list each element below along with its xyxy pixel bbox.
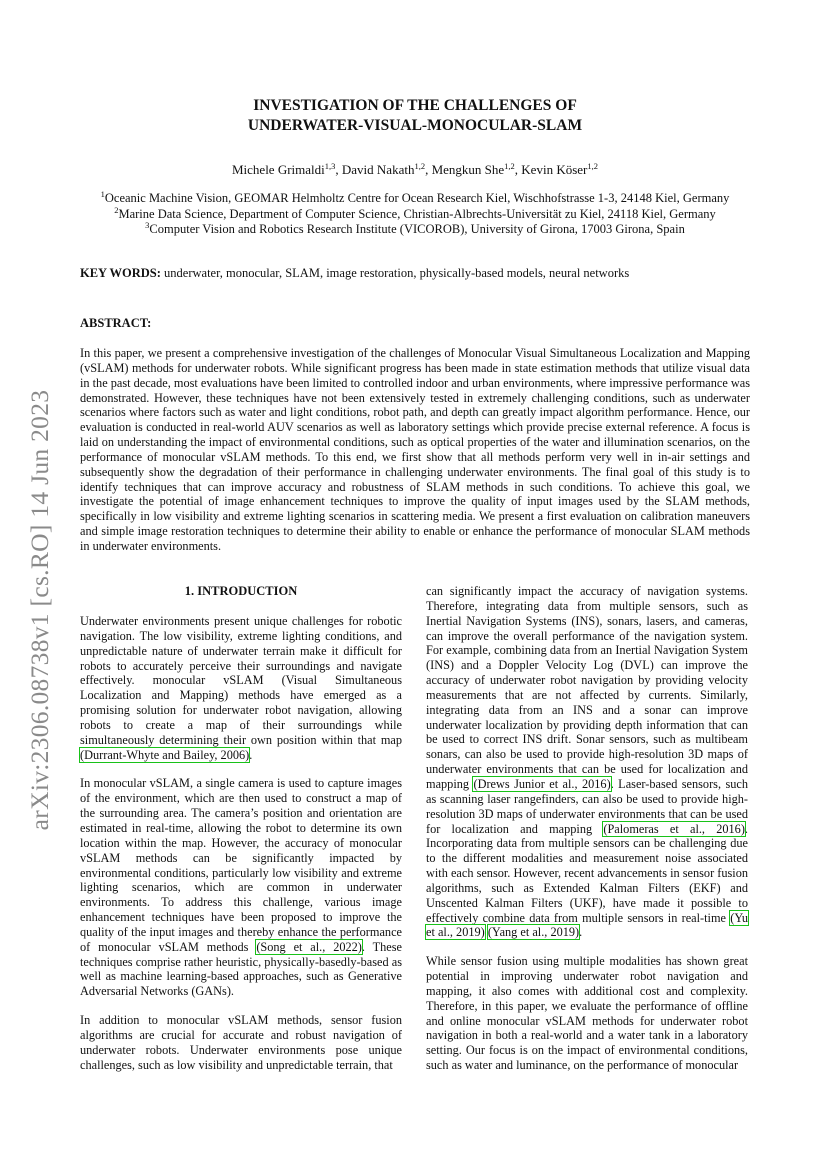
intro-paragraph: Underwater environments present unique challenges for robotic navigation. The low visibility, extreme lighting conditions, and unpredictable nature of underwater terrain make it difficult for robots to accurately perceive their surroundings and navigate effectively. monocular vSLAM (Visual Simultaneous Localization and Mapping) methods have emerged as a promising solution for underwater robot navigation, allowing robots to create a map of their surroundings while simultaneously determining their own position within that map (Durrant-Whyte and Bailey, 2006). — [80, 614, 402, 762]
abstract-text: In this paper, we present a comprehensive investigation of the challenges of Monocular Visual Simultaneous Localization and Mapping (vSLAM) methods for underwater robots. While significant progress has been made in state estimation methods that utilize visual data in the past decade, most evaluations have been limited to controlled indoor and urban environments, where impressive performance was demonstrated. However, these techniques have not been extensively tested in extremely challenging conditions, such as underwater scenarios where factors such as water and light conditions, robot path, and depth can greatly impact algorithm performance. Hence, our evaluation is conducted in real-world AUV scenarios as well as laboratory settings which provide precise external reference. A focus is laid on understanding the impact of environmental conditions, such as optical properties of the water and illumination scenarios, on the performance of monocular vSLAM methods. To this end, we first show that all methods perform very well in in-air settings and subsequently show the degradation of their performance in challenging underwater environments. The final goal of this study is to identify techniques that can improve accuracy and robustness of SLAM methods in such conditions. To achieve this goal, we investigate the potential of image enhancement techniques to improve the quality of input images used by the SLAM methods, specifically in low visibility and extreme lighting scenarios in scattering media. We present a first evaluation on calibration maneuvers and simple image restoration techniques to determine their ability to enable or enhance the performance of monocular SLAM methods in underwater environments. — [80, 346, 750, 553]
right-column — [426, 584, 748, 1073]
affiliation-line — [60, 204, 770, 223]
author-affiliation-mark: 1,2 — [504, 161, 515, 171]
citation-link[interactable]: (Song et al., 2022) — [256, 939, 362, 954]
author-name: Kevin Köser — [521, 162, 588, 177]
affiliation-list — [60, 191, 770, 238]
author-name: David Nakath — [341, 162, 415, 177]
affiliation-number: 3 — [145, 220, 150, 230]
citation-link[interactable]: (Yu et al., 2019) — [426, 910, 748, 940]
author-affiliation-mark: 1,2 — [587, 161, 598, 171]
affiliation-text: Marine Data Science, Department of Computer Science, Christian-Albrechts-Universität zu Kiel, 24118 Kiel, Germany — [118, 206, 716, 221]
keywords-text: underwater, monocular, SLAM, image restoration, physically-based models, neural networks — [160, 266, 630, 280]
intro-paragraph: While sensor fusion using multiple modalities has shown great potential in improving underwater robot navigation and mapping, it also comes with additional cost and complexity. Therefore, in this paper, we evaluate the performance of offline and online monocular vSLAM methods for underwater robot navigation in both a real-world and a water tank in a laboratory setting. Our focus is on the impact of environmental conditions, such as water and luminance, on the performance of monocular — [426, 954, 748, 1073]
title-line-2: UNDERWATER-VISUAL-MONOCULAR-SLAM — [247, 117, 583, 134]
paper-title — [80, 96, 750, 136]
introduction-heading: 1. INTRODUCTION — [184, 584, 298, 598]
citation-link[interactable]: (Durrant-Whyte and Bailey, 2006) — [80, 747, 250, 762]
intro-paragraph: In monocular vSLAM, a single camera is used to capture images of the environment, which are then used to construct a map of the surrounding area. The camera’s position and orientation are estimated in real-time, allowing the robot to determine its own location within the map. However, the accuracy of monocular vSLAM methods can be significantly impacted by environmental conditions, particularly low visibility and extreme lighting scenarios, which are common in underwater environments. To address this challenge, various image enhancement techniques have been proposed to improve the quality of the input images and thereby enhance the performance of monocular vSLAM methods (Song et al., 2022). These techniques comprise rather heuristic, physically-basedly-based as well as machine learning-based approaches, such as Generative Adversarial Networks (GANs). — [80, 776, 402, 999]
title-line-1: INVESTIGATION OF THE CHALLENGES OF — [253, 97, 577, 114]
intro-paragraph-continued: can significantly impact the accuracy of navigation systems. Therefore, integrating data from multiple sensors, such as Inertial Navigation Systems (INS), sonars, lasers, and cameras, can improve the overall performance of the navigation system. For example, combining data from an Inertial Navigation System (INS) and a Doppler Velocity Log (DVL) can improve the accuracy of underwater robot navigation by providing velocity measurements that are not affected by currents. Similarly, integrating data from an INS and a sonar can improve underwater localization by providing depth information that can be used to correct INS drift. Sonar sensors, such as multibeam sonars, can also be used to provide high-resolution 3D maps of underwater environments that can be used for localization and mapping (Drews Junior et al., 2016). Laser-based sensors, such as scanning laser rangefinders, can also be used to provide high-resolution 3D maps of underwater environments that can be used for localization and mapping (Palomeras et al., 2016). Incorporating data from multiple sensors can be challenging due to the different modalities and measurement noise associated with each sensor. However, recent advancements in sensor fusion algorithms, such as Extended Kalman Filters (EKF) and Unscented Kalman Filters (UKF), have made it possible to effectively combine data from multiple sensors in real-time (Yu et al., 2019) (Yang et al., 2019). — [426, 584, 749, 940]
arxiv-identifier-stamp — [25, 370, 54, 850]
author-affiliation-mark: 1,3 — [324, 161, 336, 171]
citation-link[interactable]: (Drews Junior et al., 2016) — [473, 776, 611, 791]
citation-link[interactable]: (Yang et al., 2019) — [487, 925, 580, 940]
affiliation-number: 2 — [114, 204, 119, 215]
affiliation-line — [60, 222, 770, 238]
affiliation-line — [60, 191, 770, 207]
author-affiliation-mark: 1,2 — [414, 161, 426, 171]
affiliation-text: Computer Vision and Robotics Research Institute (VICOROB), University of Girona, 17003 Girona, Spain — [149, 222, 685, 236]
arxiv-identifier-text: arXiv:2306.08738v1 [cs.RO] 14 Jun 2023 — [25, 389, 54, 831]
abstract-heading: ABSTRACT: — [80, 316, 152, 330]
author-name: Mengkun She — [431, 162, 505, 177]
author-list: Michele Grimaldi$^{1,3}$, David Nakath$^{1,2}$, Mengkun She$^{1,2}$, Kevin Köser$^{1,2}$ — [231, 161, 598, 177]
affiliation-number: 1 — [100, 189, 105, 199]
keywords-label: KEY WORDS: — [80, 266, 161, 280]
left-column — [80, 614, 402, 1072]
affiliation-text: Oceanic Machine Vision, GEOMAR Helmholtz Centre for Ocean Research Kiel, Wischhofstrasse 1-3, 24148 Kiel, Germany — [104, 191, 730, 205]
citation-link[interactable]: (Palomeras et al., 2016) — [603, 821, 745, 836]
intro-paragraph: In addition to monocular vSLAM methods, sensor fusion algorithms are crucial for accurate and robust navigation of underwater robots. Underwater environments pose unique challenges, such as low visibility and unpredictable terrain, that — [80, 1013, 402, 1072]
keywords-line — [80, 266, 750, 281]
author-name: Michele Grimaldi — [231, 162, 325, 177]
